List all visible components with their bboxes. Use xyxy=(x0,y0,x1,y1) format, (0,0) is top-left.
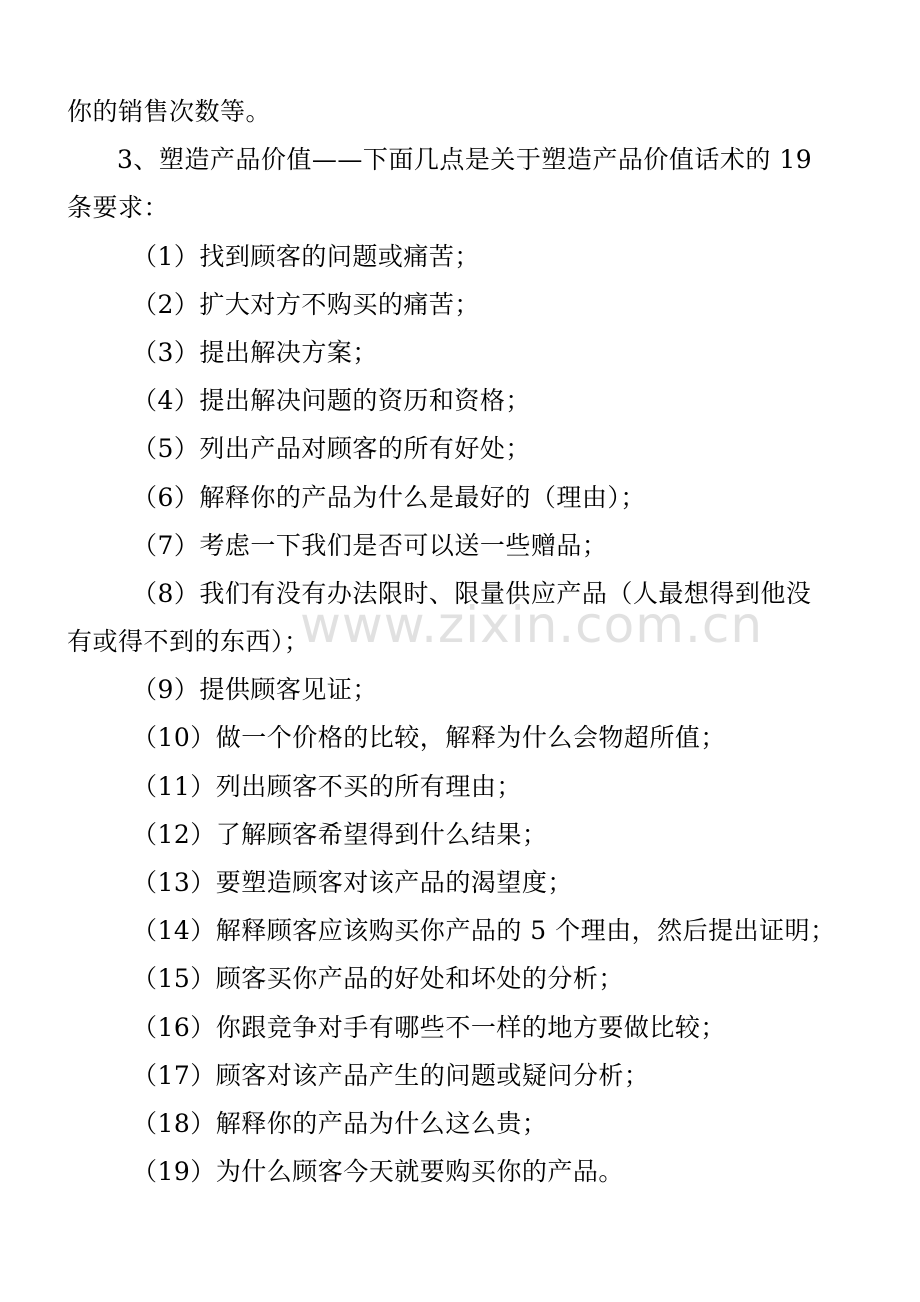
list-item-continuation: 有或得不到的东西）； xyxy=(67,627,310,657)
list-item: （6）解释你的产品为什么是最好的（理由）； xyxy=(132,482,646,512)
list-item: （12）了解顾客希望得到什么结果； xyxy=(132,819,548,849)
document-body xyxy=(67,88,859,1196)
section-heading-line: 3、塑造产品价值——下面几点是关于塑造产品价值话术的 19 xyxy=(117,145,813,175)
list-item: （14）解释顾客应该购买你产品的 5 个理由，然后提出证明； xyxy=(132,916,836,946)
list-item: （9）提供顾客见证； xyxy=(132,675,378,705)
list-item: （7）考虑一下我们是否可以送一些赠品； xyxy=(132,530,608,560)
list-item: （4）提出解决问题的资历和资格； xyxy=(132,386,531,416)
watermark: www.zixin.com.cn xyxy=(300,596,764,654)
list-item: （1）找到顾客的问题或痛苦； xyxy=(132,241,480,271)
list-item: （11）列出顾客不买的所有理由； xyxy=(132,771,522,801)
list-item: （16）你跟竞争对手有哪些不一样的地方要做比较； xyxy=(132,1012,726,1042)
list-item: （3）提出解决方案； xyxy=(132,337,378,367)
list-item: （18）解释你的产品为什么这么贵； xyxy=(132,1108,548,1138)
list-item: （13）要塑造顾客对该产品的渴望度； xyxy=(132,868,573,897)
list-item: （8）我们有没有办法限时、限量供应产品（人最想得到他没 xyxy=(132,578,812,608)
list-item: （5）列出产品对顾客的所有好处； xyxy=(132,434,531,464)
list-item: （15）顾客买你产品的好处和坏处的分析； xyxy=(132,964,624,994)
list-item: （17）顾客对该产品产生的问题或疑问分析； xyxy=(132,1060,650,1090)
list-item: （10）做一个价格的比较，解释为什么会物超所值； xyxy=(132,723,726,753)
list-item: （2）扩大对方不购买的痛苦； xyxy=(132,289,480,319)
list-item: （19）为什么顾客今天就要购买你的产品。 xyxy=(132,1157,624,1187)
section-heading-continuation: 条要求： xyxy=(67,193,170,223)
paragraph-continuation: 你的销售次数等。 xyxy=(67,97,272,126)
